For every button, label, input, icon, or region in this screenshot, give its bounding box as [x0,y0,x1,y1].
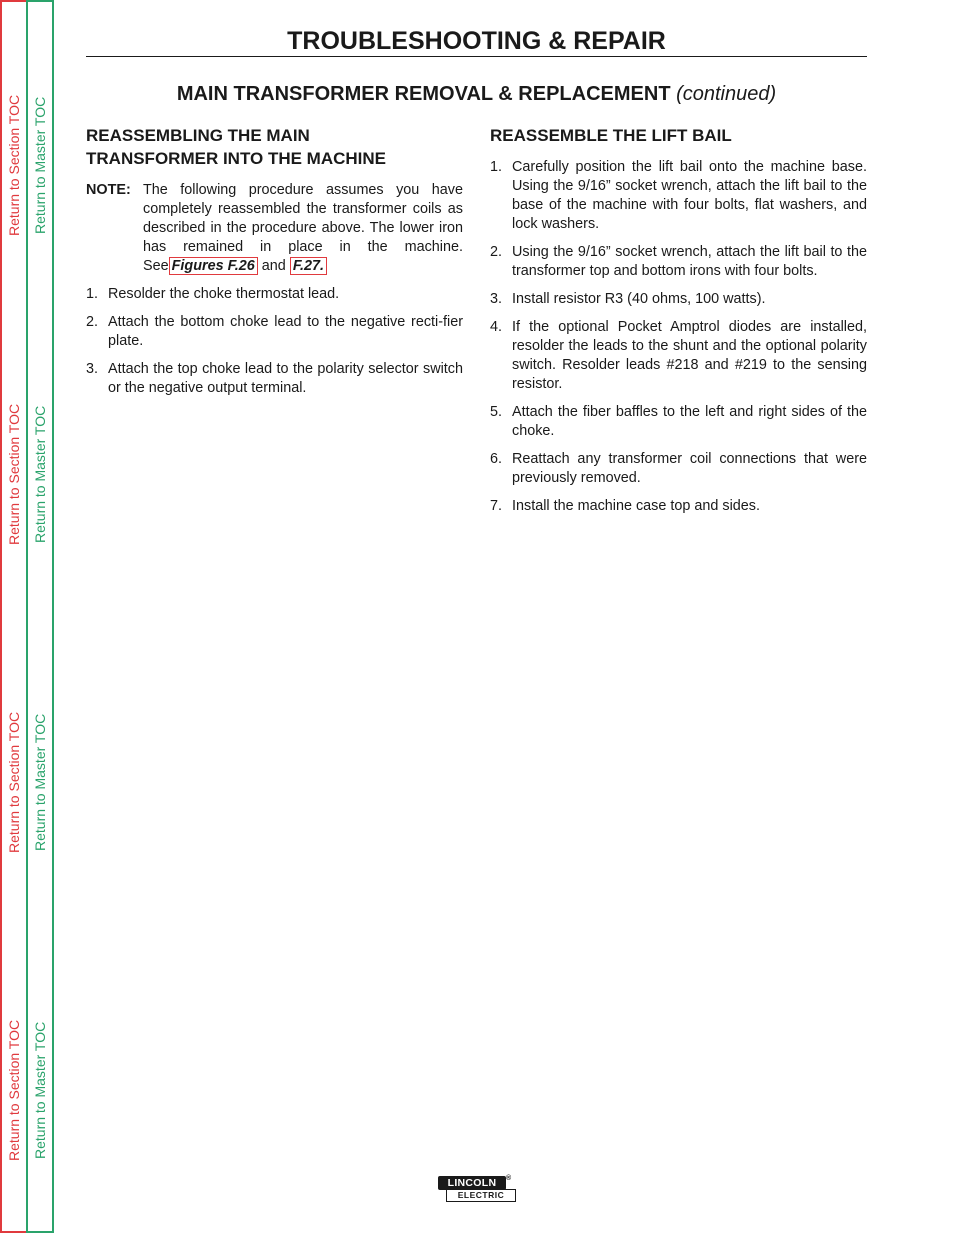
return-to-master-toc-link[interactable]: Return to Master TOC [32,713,48,851]
list-item [490,497,867,516]
step-text: Attach the fiber baffles to the left and right sides of the choke. [512,404,867,439]
return-to-section-toc-link[interactable]: Return to Section TOC [6,711,22,853]
section-title-text: MAIN TRANSFORMER REMOVAL & REPLACEMENT [176,83,671,105]
return-to-master-toc-link[interactable]: Return to Master TOC [32,96,48,234]
list-item [490,450,867,488]
list-item [86,285,463,304]
figure-f26-link[interactable]: Figures F.26 [169,257,258,275]
heading-line: REASSEMBLING THE MAIN [86,126,310,145]
section-title-continued: (continued) [676,83,777,105]
note-text [143,181,463,276]
step-text: Resolder the choke thermostat lead. [108,286,340,302]
list-item [86,360,463,398]
step-number: 1. [86,286,99,302]
list-item [490,403,867,441]
step-text: Install resistor R3 (40 ohms, 100 watts). [512,291,766,307]
step-number: 5. [490,404,503,420]
note [86,181,463,276]
step-text: Using the 9/16” socket wrench, attach the lift bail to the transformer top and bottom irons with four bolts. [512,244,867,279]
right-column [490,124,867,525]
step-number: 3. [490,291,503,307]
lincoln-electric-logo [438,1176,514,1202]
step-text: Attach the top choke lead to the polarity selector switch or the negative output terminal. [108,361,463,396]
heading-line: TRANSFORMER INTO THE MACHINE [86,149,387,168]
reassembly-steps [86,285,463,398]
left-column [86,124,463,407]
section-title [86,82,867,106]
list-item [490,243,867,281]
return-to-section-toc-link[interactable]: Return to Section TOC [6,1019,22,1161]
step-number: 2. [86,314,99,330]
logo-registered-mark: ® [506,1175,512,1182]
reassembling-heading [86,124,463,170]
list-item [490,158,867,234]
step-text: Attach the bottom choke lead to the negative recti-fier plate. [108,314,463,349]
note-label: NOTE: [86,182,131,198]
logo-lincoln: LINCOLN [438,1176,506,1190]
note-and: and [261,258,286,274]
lift-bail-steps [490,158,867,516]
step-number: 1. [490,159,503,175]
page-title: TROUBLESHOOTING & REPAIR [287,27,666,55]
list-item [490,318,867,394]
step-number: 4. [490,319,503,335]
step-text: Reattach any transformer coil connections that were previously removed. [512,451,867,486]
return-to-section-toc-link[interactable]: Return to Section TOC [6,94,22,236]
note-body: The following procedure assumes you have completely reassembled the transformer coils as described in the procedure above. The lower iron has remained in place in the machine. See [143,182,463,274]
return-to-master-toc-link[interactable]: Return to Master TOC [32,1021,48,1159]
step-number: 3. [86,361,99,377]
list-item [86,313,463,351]
logo-electric: ELECTRIC [446,1189,516,1202]
step-number: 2. [490,244,503,260]
title-divider [86,56,867,57]
step-number: 7. [490,498,503,514]
step-text: Carefully position the lift bail onto the machine base. Using the 9/16” socket wrench, attach the lift bail to the base of the machine with four bolts, flat washers, and lock washers. [512,159,867,232]
list-item [490,290,867,309]
step-text: If the optional Pocket Amptrol diodes are installed, resolder the leads to the shunt and the optional polarity switch. Resolder leads #218 and #219 to the sensing resistor. [512,319,867,392]
step-text: Install the machine case top and sides. [512,498,760,514]
lift-bail-heading: REASSEMBLE THE LIFT BAIL [490,126,732,145]
return-to-section-toc-link[interactable]: Return to Section TOC [6,403,22,545]
return-to-master-toc-link[interactable]: Return to Master TOC [32,405,48,543]
figure-f27-link[interactable]: F.27. [290,257,327,275]
step-number: 6. [490,451,503,467]
